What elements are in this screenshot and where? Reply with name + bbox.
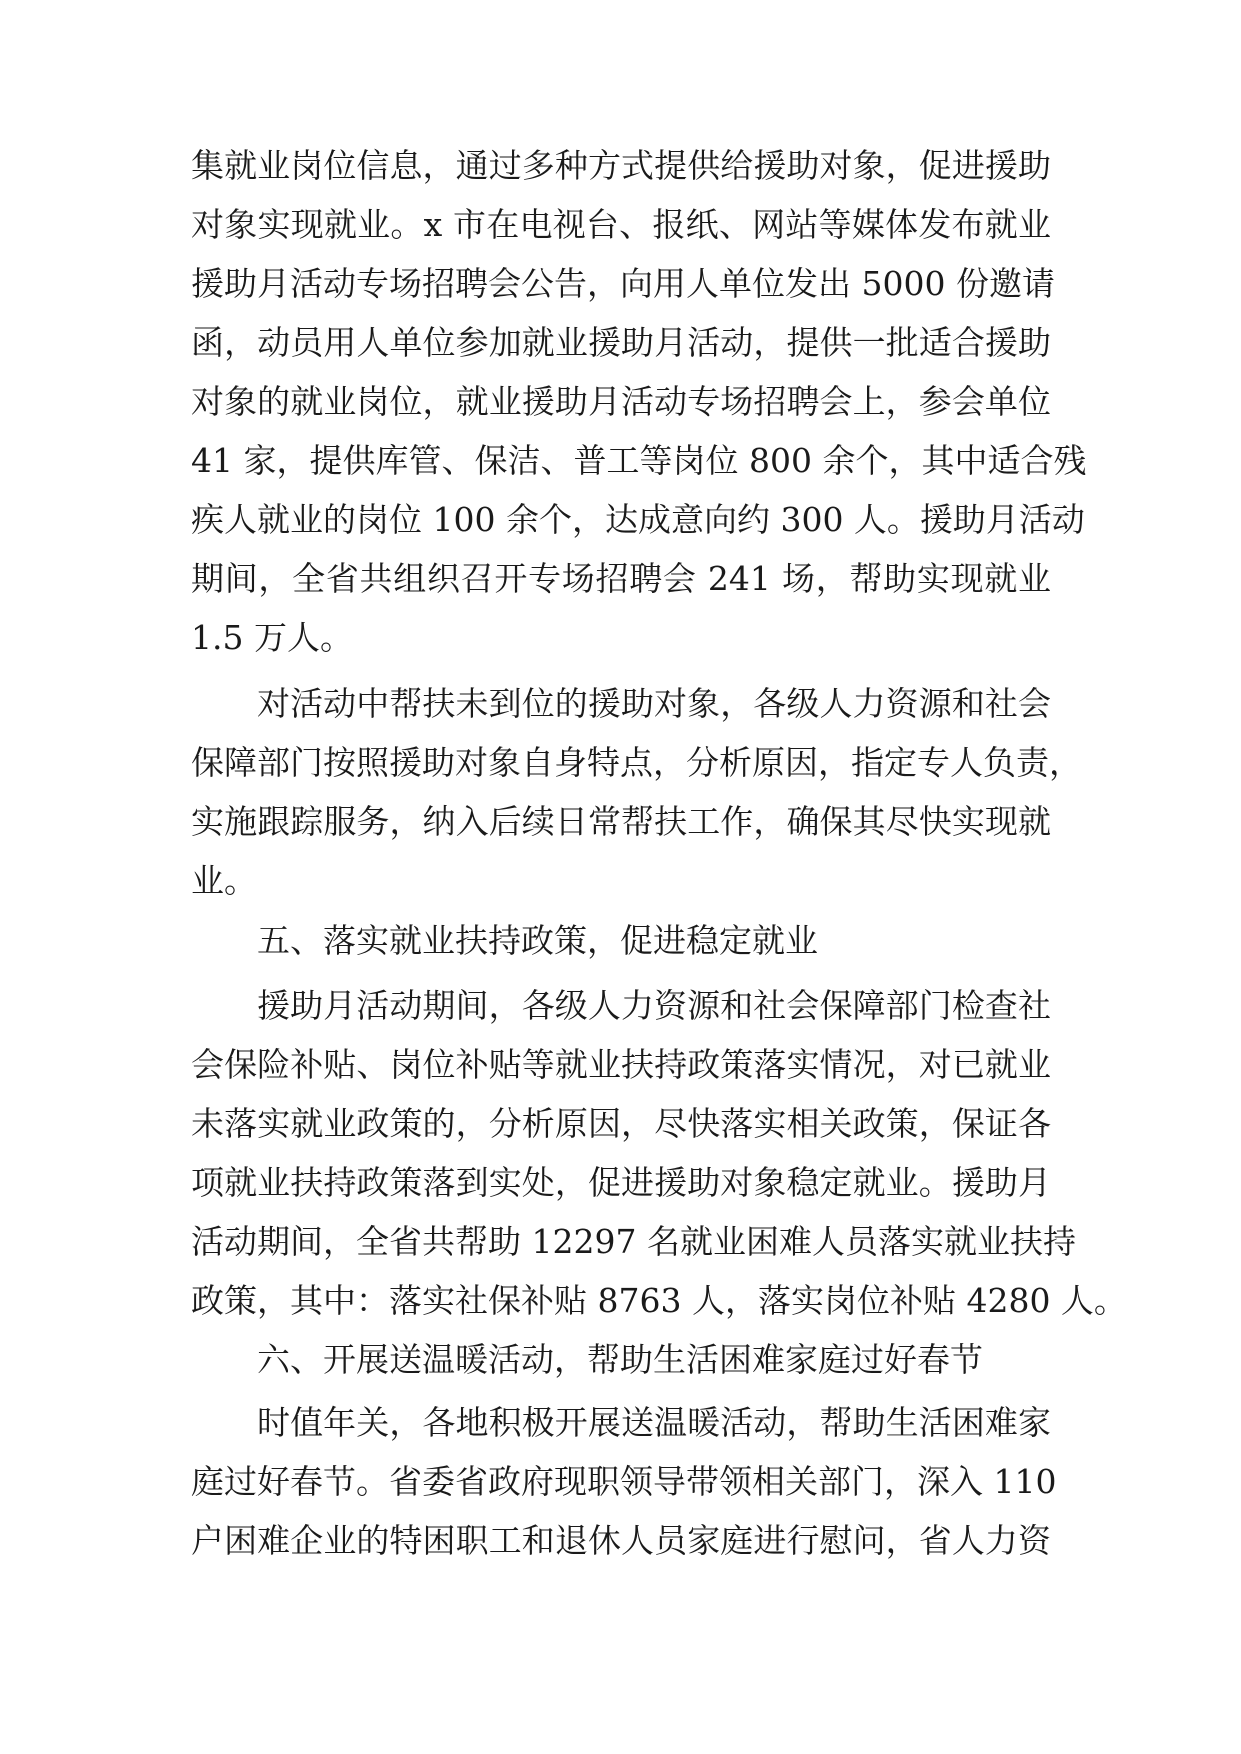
paragraph-line: 对象的就业岗位，就业援助月活动专场招聘会上，参会单位 (191, 382, 1051, 421)
paragraph-line: 实施跟踪服务，纳入后续日常帮扶工作，确保其尽快实现就 (191, 802, 1051, 841)
paragraph-line: 政策，其中：落实社保补贴 8763 人，落实岗位补贴 4280 人。 (191, 1281, 1127, 1320)
paragraph-line: 援助月活动专场招聘会公告，向用人单位发出 5000 份邀请 (191, 264, 1055, 303)
paragraph-line: 41 家，提供库管、保洁、普工等岗位 800 余个，其中适合残 (191, 441, 1087, 480)
section-heading: 五、落实就业扶持政策，促进稳定就业 (257, 921, 818, 960)
paragraph-line: 1.5 万人。 (191, 618, 353, 657)
paragraph-line: 会保险补贴、岗位补贴等就业扶持政策落实情况，对已就业 (191, 1045, 1051, 1084)
paragraph-line: 保障部门按照援助对象自身特点，分析原因，指定专人负责， (191, 743, 1082, 782)
section-heading: 六、开展送温暖活动，帮助生活困难家庭过好春节 (257, 1340, 983, 1379)
paragraph-line: 时值年关，各地积极开展送温暖活动，帮助生活困难家 (257, 1403, 1051, 1442)
paragraph-line: 援助月活动期间，各级人力资源和社会保障部门检查社 (257, 986, 1051, 1025)
paragraph-line: 项就业扶持政策落到实处，促进援助对象稳定就业。援助月 (191, 1163, 1051, 1202)
paragraph-line: 对活动中帮扶未到位的援助对象，各级人力资源和社会 (257, 684, 1051, 723)
paragraph-line: 庭过好春节。省委省政府现职领导带领相关部门，深入 110 (191, 1462, 1057, 1501)
paragraph-line: 户困难企业的特困职工和退休人员家庭进行慰问，省人力资 (191, 1521, 1051, 1560)
paragraph-line: 集就业岗位信息，通过多种方式提供给援助对象，促进援助 (191, 146, 1051, 185)
paragraph-line: 活动期间，全省共帮助 12297 名就业困难人员落实就业扶持 (191, 1222, 1076, 1261)
paragraph-line: 未落实就业政策的，分析原因，尽快落实相关政策，保证各 (191, 1104, 1051, 1143)
paragraph-line: 函，动员用人单位参加就业援助月活动，提供一批适合援助 (191, 323, 1051, 362)
paragraph-line: 业。 (191, 861, 257, 900)
paragraph-line: 疾人就业的岗位 100 余个，达成意向约 300 人。援助月活动 (191, 500, 1085, 539)
paragraph-line: 对象实现就业。x 市在电视台、报纸、网站等媒体发布就业 (191, 205, 1051, 244)
paragraph-line: 期间，全省共组织召开专场招聘会 241 场，帮助实现就业 (191, 559, 1051, 598)
